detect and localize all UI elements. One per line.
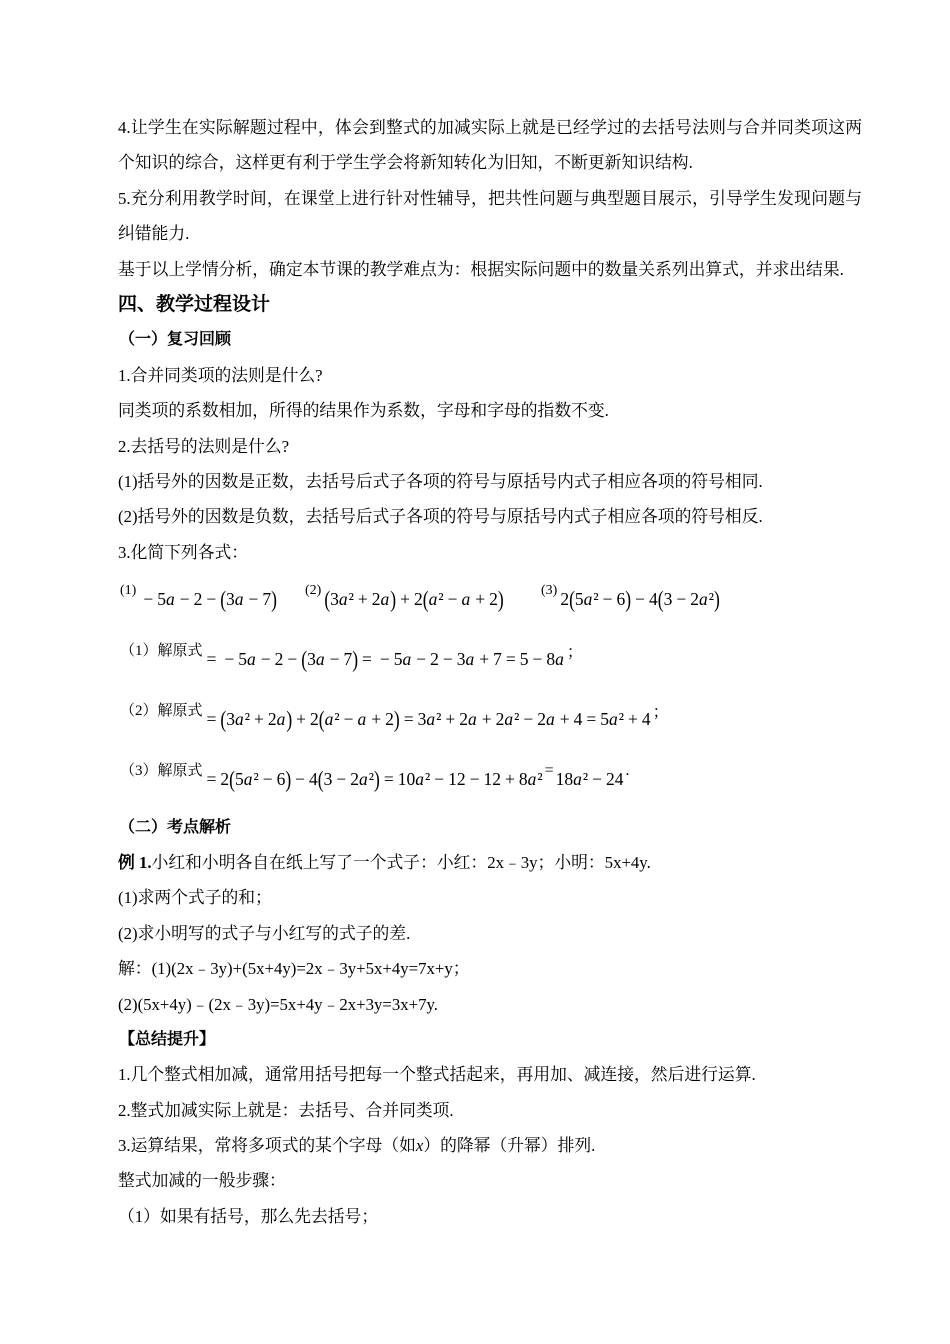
- math-operator: −: [416, 648, 427, 669]
- math-paren: (: [301, 645, 308, 673]
- math-paren: ): [286, 705, 293, 733]
- math-operator: −: [260, 648, 271, 669]
- math-operator: +: [559, 708, 570, 729]
- math-paren: ): [352, 645, 359, 673]
- solution-expression: = − 5a − 2 − (3a − 7) = − 5a − 2 − 3a + 7 = 5 − 8a: [206, 645, 564, 673]
- math-paren: ): [271, 585, 277, 613]
- math-variable: a: [402, 648, 412, 669]
- math-variable: a: [573, 768, 582, 789]
- summary-point-3-text: 3.运算结果，常将多项式的某个字母（如: [118, 1136, 416, 1156]
- math-operator: =: [403, 708, 414, 729]
- math-operator: −: [442, 648, 453, 669]
- math-operator: =: [383, 768, 394, 789]
- review-rule-2: (2)括号外的因数是负数，去括号后式子各项的符号与原括号内式子相应各项的符号相反.: [118, 507, 763, 527]
- math-paren: ): [374, 765, 380, 793]
- step-1: （1）如果有括号，那么先去括号；: [118, 1206, 379, 1226]
- math-variable: a: [467, 708, 477, 729]
- math-operator: −: [523, 708, 534, 729]
- example-label: 例 1.: [118, 852, 152, 872]
- math-operator: −: [329, 648, 340, 669]
- math-variable: a: [357, 708, 367, 729]
- solution-expression: = (3a² + 2a) + 2(a² − a + 2) = 3a² + 2a + 2a² − 2a + 4 = 5a² + 4: [206, 705, 651, 733]
- math-variable: a: [545, 708, 555, 729]
- math-paren: (: [324, 585, 331, 613]
- math-variable: a: [247, 648, 256, 669]
- analysis-item5-line2: 纠错能力.: [118, 224, 190, 244]
- exercise-label: (2): [305, 582, 322, 598]
- section-heading-process: 四、教学过程设计: [118, 293, 271, 315]
- example-1: [118, 845, 862, 880]
- exercise-expression: 2(5a² − 6) − 4(3 − 2a²): [560, 585, 720, 613]
- math-operator: −: [143, 589, 154, 610]
- math-paren: (: [229, 765, 235, 793]
- math-operator: −: [179, 589, 190, 610]
- math-variable: a: [608, 708, 618, 729]
- math-operator: +: [400, 589, 410, 610]
- math-variable: a: [338, 589, 348, 610]
- math-variable: a: [583, 589, 593, 610]
- math-operator: +: [296, 708, 307, 729]
- analysis-item4-line2: 个知识的综合，这样更有利于学生学会将新知转化为旧知，不断更新知识结构.: [118, 153, 693, 173]
- exercise-label: (3): [541, 582, 558, 598]
- math-operator: =: [206, 708, 217, 729]
- math-operator: −: [262, 768, 273, 789]
- math-operator: +: [445, 708, 456, 729]
- math-operator: +: [357, 589, 368, 610]
- math-paren: (: [569, 585, 575, 613]
- math-operator: =: [206, 768, 217, 789]
- solution-tail: ；: [566, 644, 583, 662]
- summary-point-3-text-end: ）的降幂（升幂）排列.: [423, 1136, 596, 1156]
- math-variable: a: [324, 708, 334, 729]
- review-answer-1: 同类项的系数相加，所得的结果作为系数，字母和字母的指数不变.: [118, 401, 609, 421]
- math-paren: (: [220, 705, 227, 733]
- math-operator: +: [504, 768, 515, 789]
- math-variable: a: [380, 589, 390, 610]
- subsection-heading-review: （一）复习回顾: [119, 331, 232, 349]
- math-operator: −: [336, 768, 347, 789]
- math-variable: a: [465, 648, 475, 669]
- math-operator: −: [532, 648, 543, 669]
- solution-label: （3）解原式: [120, 763, 203, 780]
- solution-tail: ；: [652, 704, 669, 722]
- math-operator: −: [635, 589, 645, 610]
- math-variable: a: [359, 768, 368, 789]
- summary-point-3: [118, 1128, 862, 1163]
- steps-heading: 整式加减的一般步骤：: [118, 1171, 286, 1191]
- math-paren: (: [657, 585, 664, 613]
- exercise-2: [305, 570, 504, 630]
- review-question-3: 3.化简下列各式：: [118, 542, 249, 562]
- review-question-2: 2.去括号的法则是什么?: [118, 436, 290, 456]
- solution-expression: = 2(5a² − 6) − 4(3 − 2a²) = 10a² − 12 − 12 + 8a²: [206, 765, 543, 793]
- exercise-expression: − 5a − 2 − (3a − 7): [143, 585, 277, 613]
- math-variable: a: [315, 648, 325, 669]
- math-operator: +: [627, 708, 638, 729]
- math-operator: =: [505, 648, 516, 669]
- math-paren: ): [497, 585, 504, 613]
- math-paren: ): [393, 705, 400, 733]
- math-variable: a: [276, 708, 286, 729]
- math-operator: −: [469, 768, 480, 789]
- math-variable: a: [504, 708, 514, 729]
- math-variable: a: [461, 589, 471, 610]
- example-text: 小红和小明各自在纸上写了一个式子：小红：2x﹣3y；小明：5x+4y.: [151, 852, 651, 872]
- math-operator: +: [481, 708, 492, 729]
- solution-raised-equals: =: [544, 761, 554, 779]
- math-variable: a: [234, 708, 244, 729]
- math-operator: −: [206, 589, 217, 610]
- document-page: [118, 110, 862, 1234]
- math-variable: a: [428, 589, 438, 610]
- solution-1: [118, 630, 862, 690]
- math-operator: +: [479, 648, 490, 669]
- math-paren: (: [317, 765, 324, 793]
- math-operator: +: [253, 708, 264, 729]
- math-variable: a: [243, 768, 253, 789]
- math-operator: −: [434, 768, 445, 789]
- example-part-2: (2)求小明写的式子与小红写的式子的差.: [118, 923, 411, 943]
- math-operator: −: [676, 589, 687, 610]
- solution-expression-result: 18a² − 24: [555, 768, 624, 789]
- math-operator: +: [475, 589, 486, 610]
- example-solution-2: (2)(5x+4y)﹣(2x﹣3y)=5x+4y﹣2x+3y=3x+7y.: [118, 994, 438, 1014]
- solution-2: [118, 690, 862, 750]
- math-operator: −: [248, 589, 259, 610]
- math-operator: −: [343, 708, 354, 729]
- math-variable: a: [426, 708, 436, 729]
- math-paren: ): [390, 585, 397, 613]
- math-paren: ): [625, 585, 632, 613]
- math-paren: ): [285, 765, 292, 793]
- math-variable: a: [698, 589, 708, 610]
- analysis-item5-line1: 5.充分利用教学时间，在课堂上进行针对性辅导，把共性问题与典型题目展示，引导学生发现问题与: [118, 188, 862, 208]
- exercise-3: [541, 570, 720, 630]
- math-operator: −: [447, 589, 458, 610]
- math-paren: (: [422, 585, 429, 613]
- subsection-heading-analysis: （二）考点解析: [119, 818, 232, 836]
- math-operator: =: [362, 648, 372, 669]
- math-variable: a: [527, 768, 537, 789]
- math-variable: a: [234, 589, 244, 610]
- analysis-conclusion: 基于以上学情分析，确定本节课的教学难点为：根据实际问题中的数量关系列出算式，并求出结果.: [118, 259, 844, 279]
- math-paren: (: [220, 585, 227, 613]
- example-part-1: (1)求两个式子的和；: [118, 888, 272, 908]
- math-operator: =: [206, 648, 217, 669]
- summary-heading: 【总结提升】: [119, 1030, 216, 1048]
- math-operator: −: [379, 648, 390, 669]
- math-paren: ): [713, 585, 720, 613]
- math-operator: −: [287, 648, 298, 669]
- exercise-row: [118, 570, 862, 630]
- solution-tail: .: [625, 761, 630, 779]
- exercise-expression: (3a² + 2a) + 2(a² − a + 2): [324, 585, 504, 613]
- math-variable: a: [415, 768, 424, 789]
- solution-3: [118, 750, 862, 810]
- math-variable: a: [555, 648, 564, 669]
- summary-point-3-variable: x: [415, 1136, 424, 1156]
- math-operator: −: [224, 648, 235, 669]
- math-paren: (: [318, 705, 325, 733]
- analysis-item4-line1: 4.让学生在实际解题过程中，体会到整式的加减实际上就是已经学过的去括号法则与合并同类项这两: [118, 118, 862, 137]
- summary-point-2: 2.整式加减实际上就是：去括号、合并同类项.: [118, 1100, 454, 1120]
- solution-label: （2）解原式: [120, 703, 203, 720]
- solution-label: （1）解原式: [120, 643, 203, 660]
- exercise-label: (1): [120, 582, 137, 598]
- math-variable: a: [165, 589, 175, 610]
- exercise-1: [120, 570, 277, 630]
- math-operator: −: [295, 768, 306, 789]
- math-operator: −: [592, 768, 602, 789]
- summary-point-1: 1.几个整式相加减，通常用括号把每一个整式括起来，再用加、减连接，然后进行运算.: [118, 1065, 756, 1085]
- math-operator: +: [371, 708, 382, 729]
- math-operator: =: [586, 708, 597, 729]
- math-operator: −: [602, 589, 613, 610]
- example-solution-1: 解：(1)(2x﹣3y)+(5x+4y)=2x﹣3y+5x+4y=7x+y；: [118, 959, 470, 979]
- review-question-1: 1.合并同类项的法则是什么?: [118, 365, 323, 385]
- review-rule-1: (1)括号外的因数是正数，去括号后式子各项的符号与原括号内式子相应各项的符号相同.: [118, 471, 763, 491]
